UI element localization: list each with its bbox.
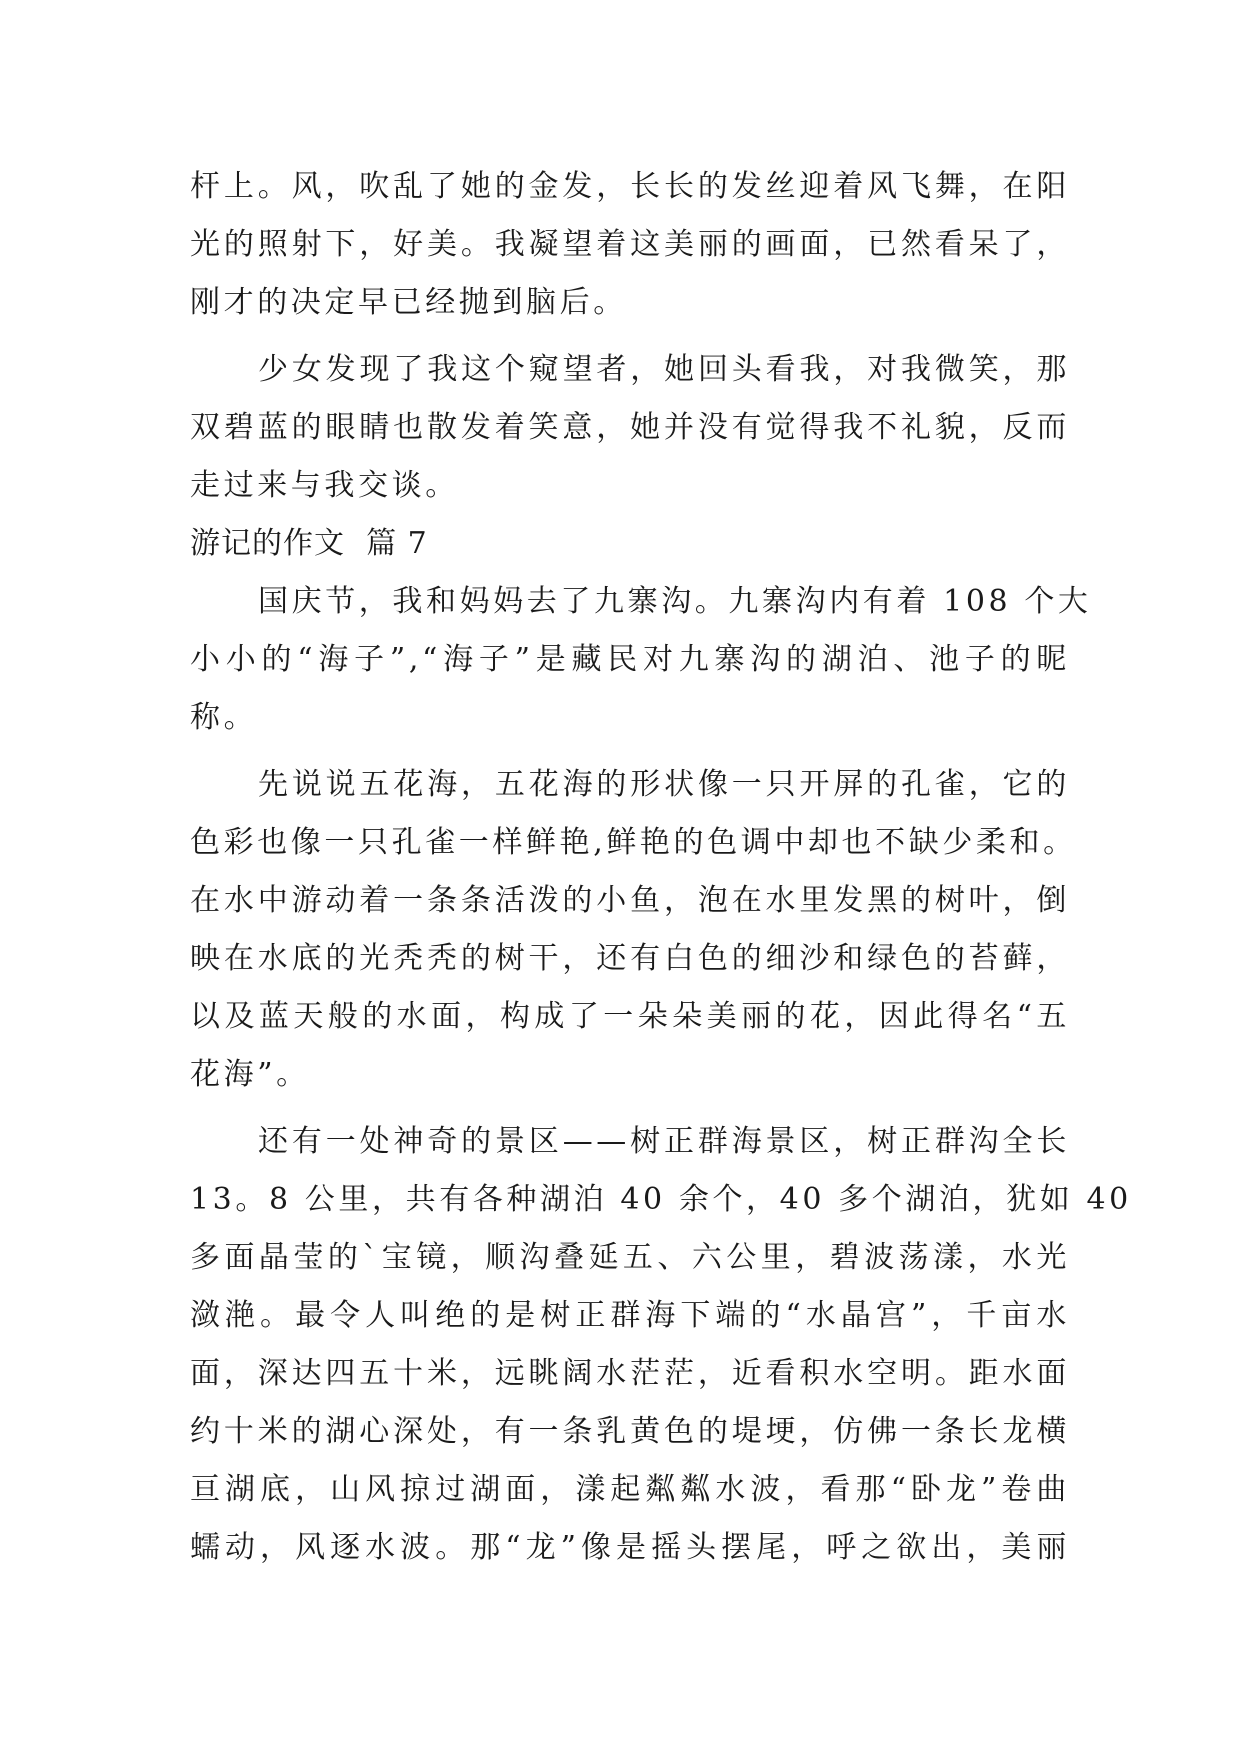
text-line: 称。 (190, 700, 258, 735)
paragraph-1 (190, 158, 1070, 332)
paragraph-5 (190, 1113, 1132, 1577)
text-line: 在水中游动着一条条活泼的小鱼，泡在水里发黑的树叶，倒 (190, 883, 1070, 918)
paragraph-3 (190, 573, 1092, 747)
text-line: 小小的“海子”,“海子”是藏民对九寨沟的湖泊、池子的昵 (190, 642, 1070, 677)
text-line: 先说说五花海，五花海的形状像一只开屏的孔雀，它的 (258, 767, 1070, 802)
text-line: 约十米的湖心深处，有一条乳黄色的堤埂，仿佛一条长龙横 (190, 1414, 1070, 1449)
text-line: 走过来与我交谈。 (190, 468, 459, 503)
text-line: 光的照射下，好美。我凝望着这美丽的画面，已然看呆了， (190, 227, 1070, 262)
text-line: 蠕动，风逐水波。那“龙”像是摇头摆尾，呼之欲出，美丽 (190, 1530, 1070, 1565)
text-line: 国庆节，我和妈妈去了九寨沟。九寨沟内有着 108 个大 (258, 584, 1092, 619)
text-line: 还有一处神奇的景区——树正群海景区，树正群沟全长 (258, 1124, 1070, 1159)
text-line: 以及蓝天般的水面，构成了一朵朵美丽的花，因此得名“五 (190, 999, 1070, 1034)
text-line: 面，深达四五十米，远眺阔水茫茫，近看积水空明。距水面 (190, 1356, 1070, 1391)
text-line: 亘湖底，山风掠过湖面，漾起粼粼水波，看那“卧龙”卷曲 (190, 1472, 1070, 1507)
text-line: 色彩也像一只孔雀一样鲜艳,鲜艳的色调中却也不缺少柔和。 (190, 825, 1077, 860)
text-line: 双碧蓝的眼睛也散发着笑意，她并没有觉得我不礼貌，反而 (190, 410, 1070, 445)
paragraph-2 (190, 341, 1070, 515)
text-line: 刚才的决定早已经抛到脑后。 (190, 285, 627, 320)
text-line: 杆上。风，吹乱了她的金发，长长的发丝迎着风飞舞，在阳 (190, 169, 1070, 204)
section-title: 游记的作文 篇 7 (190, 526, 428, 561)
section-heading (190, 515, 1070, 573)
text-line: 花海”。 (190, 1057, 310, 1092)
text-line: 多面晶莹的`宝镜，顺沟叠延五、六公里，碧波荡漾，水光 (190, 1240, 1070, 1275)
text-line: 13。8 公里，共有各种湖泊 40 余个，40 多个湖泊，犹如 40 (190, 1182, 1132, 1217)
text-line: 映在水底的光秃秃的树干，还有白色的细沙和绿色的苔藓， (190, 941, 1070, 976)
text-line: 潋滟。最令人叫绝的是树正群海下端的“水晶宫”，千亩水 (190, 1298, 1070, 1333)
text-line: 少女发现了我这个窥望者，她回头看我，对我微笑，那 (258, 352, 1070, 387)
paragraph-4 (190, 756, 1077, 1104)
document-page (190, 158, 1132, 1577)
